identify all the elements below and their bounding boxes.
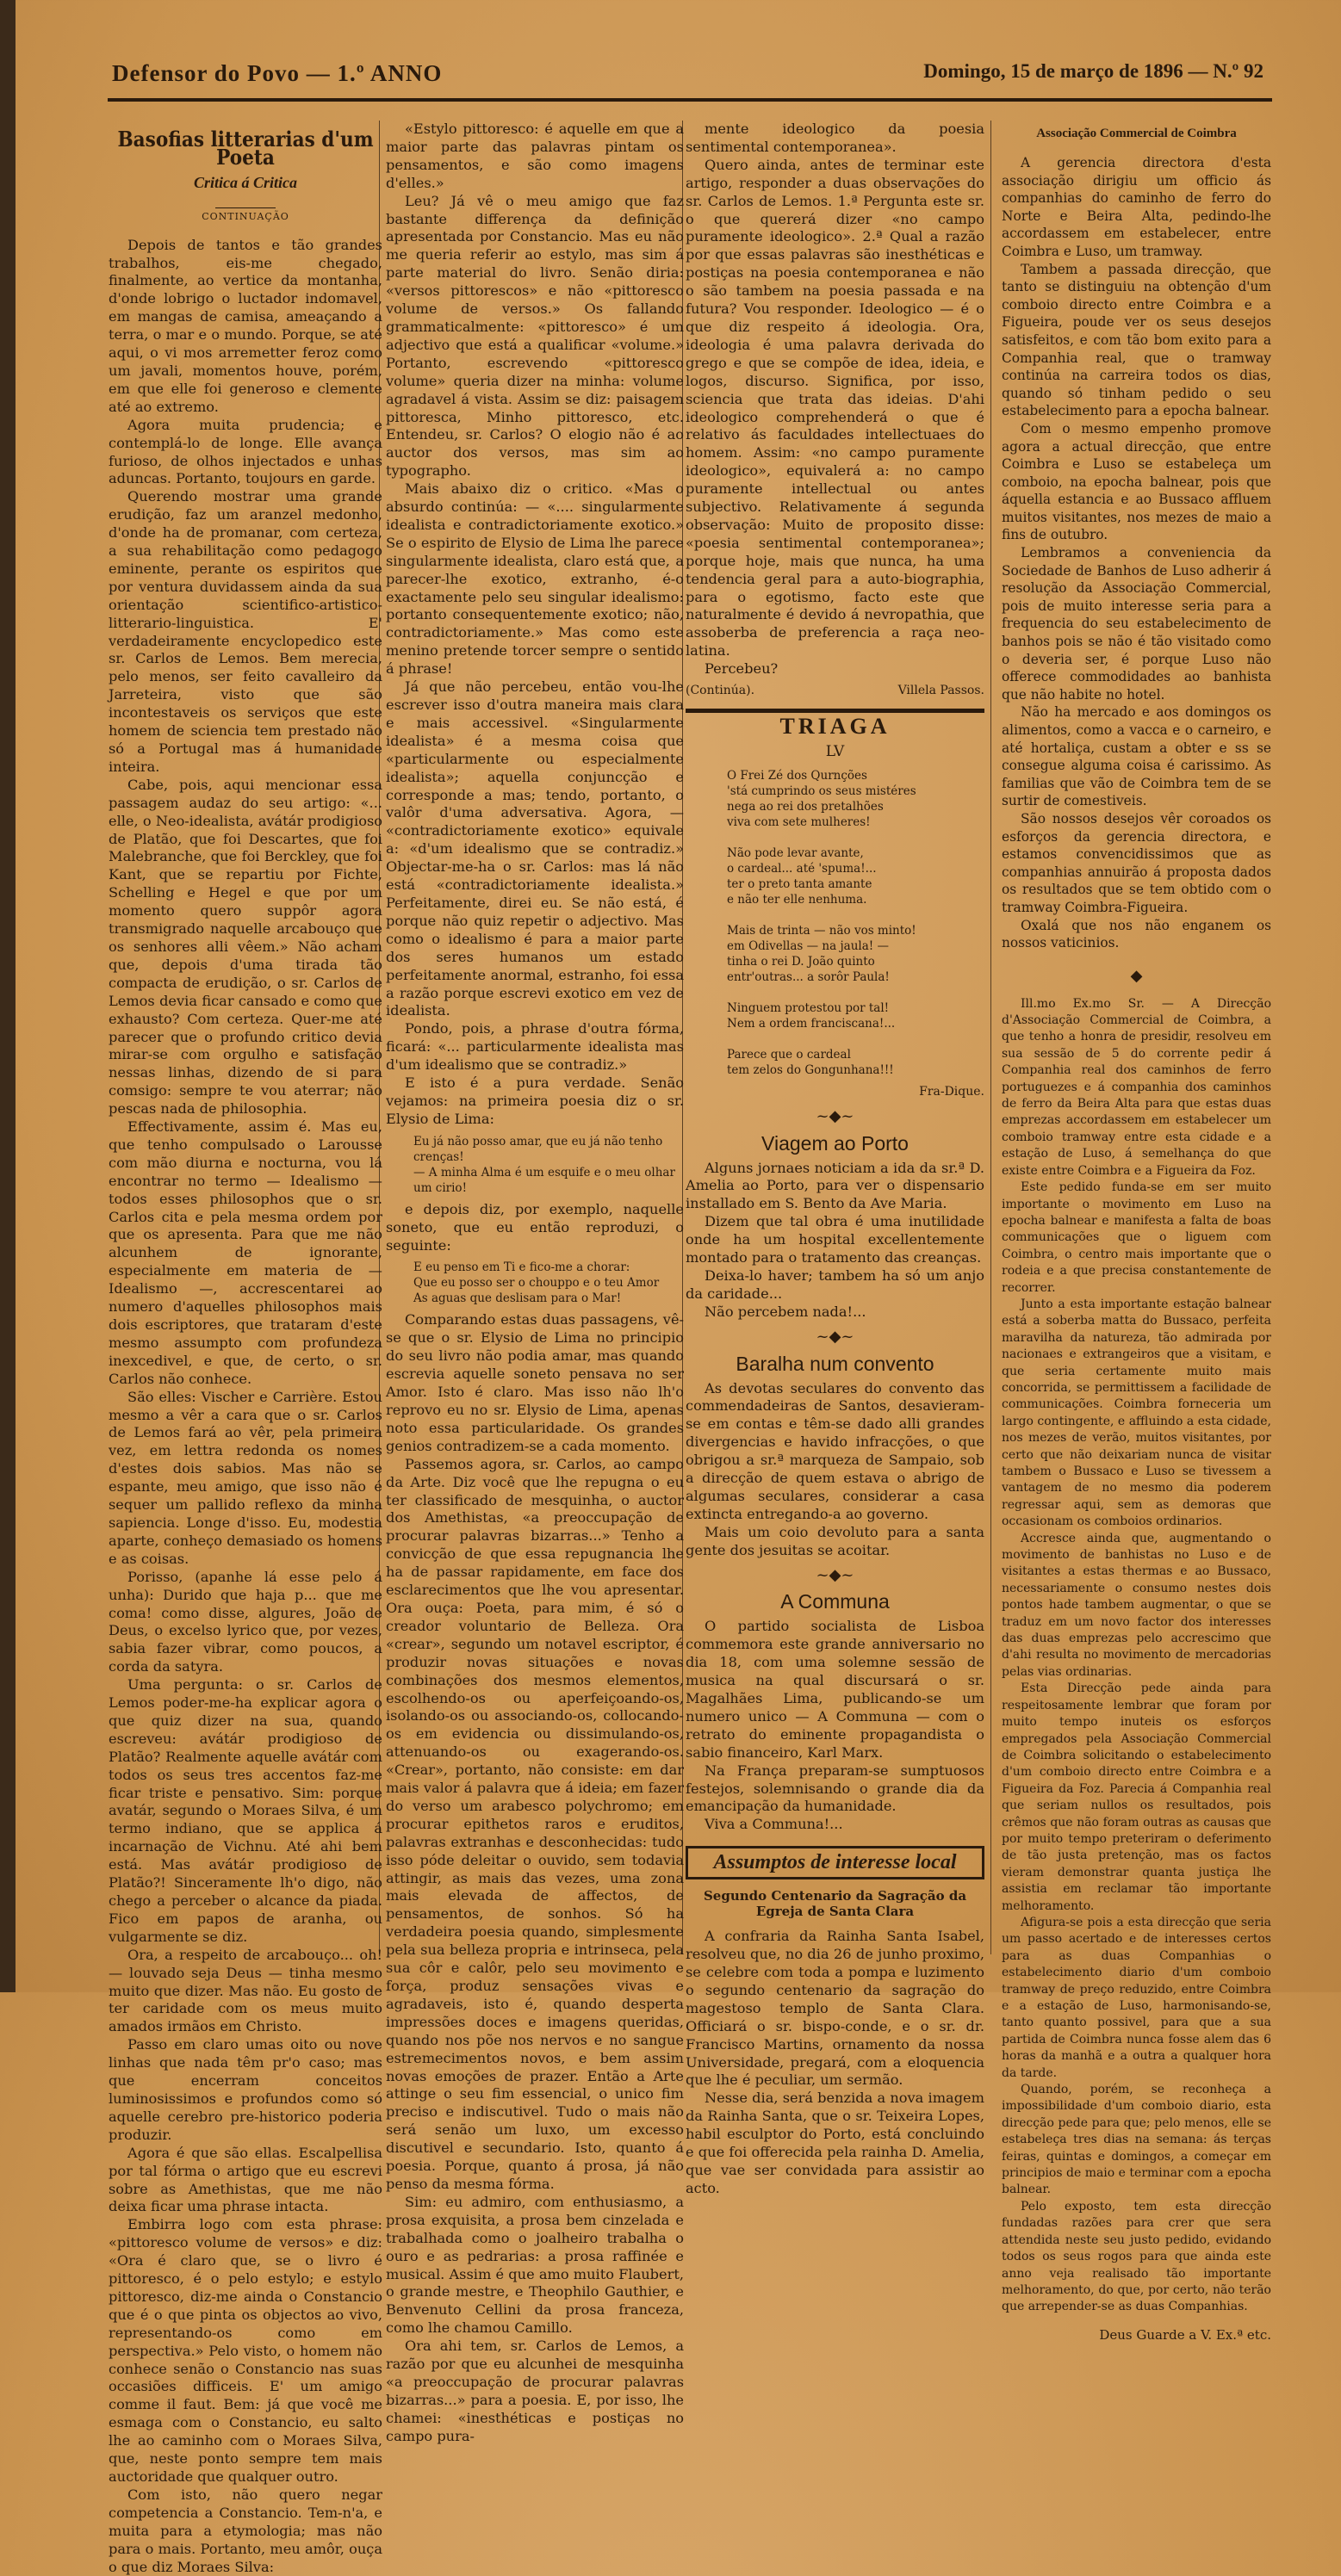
verse-quote	[413, 1134, 684, 1196]
verse-line: Parece que o cardeal	[727, 1047, 851, 1062]
paragraph: E isto é a pura verdade. Senão vejamos: na primeira poesia diz o sr. Elysio de Lima:	[386, 1074, 684, 1127]
paragraph: Effectivamente, assim é. Mas eu, que tenho compulsado o Larousse com mão diurna e nocturna, vou lá encontrar no termo — Idealismo — todos esses philosophos que o sr. Carlos cita e pela mesma ordem por que os apresenta. Para que me não alcunhem de ignorante, especialmente em materia de — Idealismo —, accrescentarei ao numero d'aquelles philosophos mais dois escriptores, que trataram d'este mesmo assumpto com profundeza inexcedivel, e que, de certo, o sr. Carlos não conhece.	[109, 1118, 382, 1387]
paragraph: Porisso, (apanhe lá esse pelo á unha): Durido que haja p... que me coma! como disse, algures, João de Deus, o excelso lyrico que, por vezes, sabia fazer vibrar, como poucos, a corda da satyra.	[109, 1568, 382, 1675]
verse-line: E eu penso em Ti e fico-me a chorar:	[413, 1260, 630, 1275]
paragraph: Afigura-se pois a esta direcção que seria um passo acertado e de interesses certos para as duas Companhias o estabelecimento diario d'um comboio tramway de preço reduzido, entre Coimbra e a estação de Luso, harmonisando-se, tanto quanto possivel, para que a sua partida de Coimbra nunca fosse alem das 6 horas da manhã e a outra a qualquer hora da tarde.	[1002, 1915, 1271, 2080]
paragraph: Passemos agora, sr. Carlos, ao campo da Arte. Diz você que lhe repugna o eu ter classificado de mesquinha, o auctor dos Amethistas, «a preoccupação de procurar palavras bizarras...» Tenho a convicção de que essa repugnancia lhe ha de passar rapidamente, em face dos esclarecimentos que lhe vou apresentar. Ora ouça: Poeta, para mim, é só o creador voluntario de Belleza. Ora «crear», segundo um notavel escriptor, é produzir novas situações e novas combinações dos mesmos elementos, escolhendo-os ou aperfeiçoando-os, isolando-os ou associando-os, collocando-os em evidencia ou dissimulando-os, attenuando-os ou exagerando-os. «Crear», portanto, não consiste: em dar mais valor á palavra que á ideia; em fazer do verso um arabesco polychromo; em procurar epithetos raros e eruditos, palavras extranhas e desconhecidas: tudo isso póde deleitar o ouvido, sem todavia attingir, as mais das vezes, uma zona mais elevada de affectos, de pensamentos, de sonhos. Só ha verdadeira poesia quando, simplesmente pela sua belleza propria e intrinseca, pela sua côr e calôr, pelo seu movimento e força, produz sensações vivas e agradaveis, isto é, quando desperta impressões doces e imagens queridas, quando nos põe nos nervos e no sangue estremecimentos novos, e bem assim novas emoções de prazer. Então a Arte attinge o seu fim essencial, o unico fim preciso e indiscutivel. Tudo o mais não será senão um luxo, um excesso discutivel e secundario. Isto, quanto á poesia. Porque, quanto á prosa, já não penso da mesma fórma.	[386, 1455, 684, 2192]
paragraph: Na França preparam-se sumptuosos festejos, solemnisando o grande dia da emancipação da humanidade.	[686, 1762, 984, 1815]
masthead	[112, 55, 1263, 103]
triaga-title: TRIAGA	[779, 714, 891, 739]
verse-line	[727, 1031, 984, 1047]
column-3	[686, 121, 984, 2196]
verse-line: Que eu posso ser o chouppo e o teu Amor	[413, 1276, 660, 1291]
verse-line: O Frei Zé dos Qurnções	[727, 768, 867, 783]
masthead-rule	[108, 98, 1272, 102]
paragraph: Agora é que são ellas. Escalpellisa por tal fórma o artigo que eu escrevi sobre as Amethistas, que me não deixa ficar uma phrase intacta.	[109, 2144, 382, 2215]
masthead-date: Domingo, 15 de março de 1896 — N.º 92	[923, 60, 1263, 82]
signature	[686, 682, 984, 700]
paragraph: Passo em claro umas oito ou nove linhas que nada têm pr'o caso; mas que encerram conceitos luminosissimos e profundos como só aquelle cerebro pre-historico poderia produzir.	[109, 2036, 382, 2143]
section-body	[686, 1380, 984, 1560]
paragraph: mente ideologico da poesia sentimental contemporanea».	[686, 121, 984, 155]
paragraph: e depois diz, por exemplo, naquelle soneto, que eu então reproduzi, o seguinte:	[386, 1200, 684, 1254]
paragraph: Não percebem nada!...	[705, 1303, 866, 1320]
column-1	[109, 121, 382, 2575]
article-title: Basofias litterarias d'um Poeta	[117, 127, 374, 170]
paragraph: Leu? Já vê o meu amigo que faz bastante differença da definição apresentada por Constancio. Mas eu não me queria referir ao estylo, mas sim á parte material do livro. Senão diria: «versos pittorescos» e não «pittoresco volume de versos.» Os fallando grammaticalmente: «pittoresco» é um adjectivo que está a qualificar «volume.» Portanto, escrevendo «pittoresco volume» queria dizer na minha: volume agradavel á vista. Assim se diz: paisagem pittoresca, Minho pittoresco, etc. Entendeu, sr. Carlos? O elogio não é ao auctor dos versos, mas sim ao typographo.	[386, 192, 684, 480]
paragraph: Mais abaixo diz o critico. «Mas o absurdo continúa: — «.... singularmente idealista e contradictoriamente exotico.» Se o espirito de Elysio de Lima lhe parece singularmente idealista, claro está que, a parecer-lhe exotico, extranho, é-o exactamente pelo seu singular idealismo: portanto consequentemente exotico; não, contradictoriamente.» Mas como este menino pretende torcer sempre o sentido á phrase!	[386, 480, 684, 678]
paragraph: Depois de tantos e tão grandes trabalhos, eis-me chegado, finalmente, ao vertice da montanha, d'onde lobrigo o luctador indomavel, em mangas de camisa, ameaçando a terra, o mar e o mundo. Porque, se até aqui, o vi mos arremetter feroz como um javali, momentos houve, porém, em que elle foi generoso e clemente até ao extremo.	[109, 236, 382, 415]
verse-line: 'stá cumprindo os seus mistéres	[727, 783, 916, 798]
section-body	[686, 1928, 984, 2198]
paragraph: O partido socialista de Lisboa commemora este grande anniversario no dia 18, com uma solemne sessão de musica na qual discursará o sr. Magalhães Lima, publicando-se um numero unico — A Communa — com o retrato do eminente propagandista o sabio financeiro, Karl Marx.	[686, 1618, 984, 1761]
paragraph: Querendo mostrar uma grande erudição, faz um aranzel medonho, d'onde ha de promanar, com certeza, a sua rehabilitação como pedagogo eminente, perante os espiritos que por ventura duvidassem ainda da sua orientação scientifico-artistico-litterario-linguistica. E' verdadeiramente encyclopedico este sr. Carlos de Lemos. Bem merecia, pelo menos, ser feito cavalleiro da Jarreteira, visto que são incontestaveis os serviços que este homem de sciencia tem prestado não só a Portugal mas á humanidade inteira.	[109, 488, 382, 775]
verse-line	[727, 907, 984, 923]
triaga-number: LV	[825, 742, 845, 760]
letter-body	[1002, 996, 1271, 2316]
paragraph: A gerencia directora d'esta associação dirigiu um officio ás companhias do caminho de ferro do Norte e Beira Alta, pedindo-lhe accordassem em estabelecer, entre Coimbra e Luso, um tramway.	[1002, 155, 1271, 259]
column-divider	[990, 121, 991, 1954]
verse-line: Eu já não posso amar, que eu já não tenho crenças!	[413, 1134, 663, 1164]
paragraph: Viva a Communa!...	[705, 1816, 843, 1833]
verse-line: tem zelos do Gongunhana!!!	[727, 1062, 894, 1077]
verse-line: Nem a ordem franciscana!...	[727, 1016, 896, 1031]
verse-quote	[413, 1260, 684, 1306]
paragraph: Ill.mo Ex.mo Sr. — A Direcção d'Associação Commercial de Coimbra, a que tenho a honra de presidir, resolveu em sua sessão de 5 do corrente pedir á Companhia real dos caminhos de ferro portuguezes e á companhia dos caminhos de ferro da Beira Alta para que estas duas emprezas accordassem em estabelecer um comboio tramway entre esta cidade e a estação de Luso, á semelhança do que existe entre Coimbra e a Figueira da Foz.	[1002, 996, 1271, 1178]
paragraph: Lembramos a conveniencia da Sociedade de Banhos de Luso adherir á resolução da Associação Commercial, pois de muito interesse seria para a frequencia do seu estabelecimento de banhos pois se não é tão visitado como o deveria ser, é porque Luso não offerece commodidades ao banhista que não habite no hotel.	[1002, 545, 1271, 703]
paragraph: Agora muita prudencia; e contemplá-lo de longe. Elle avança furioso, de olhos injectados e unhas aduncas. Portanto, toujours en garde.	[109, 416, 382, 487]
paragraph: São elles: Vischer e Carrière. Estou mesmo a vêr a cara que o sr. Carlos de Lemos fará ao vêr, pela primeira vez, em lettra redonda os nomes d'estes dois sabios. Mas não se espante, meu amigo, que isso não é sequer um pallido reflexo da minha sapiencia. Longe d'isso. Eu, modestia aparte, conheço demasiado os homens e as coisas.	[109, 1388, 382, 1567]
verse-line: em Odivellas — na jaula! —	[727, 938, 889, 953]
paragraph: Este pedido funda-se em ser muito importante o movimento em Luso na epocha balnear e manifesta a falta de boas communicações que o liguem com Coimbra, o centro mais importante que o rodeia e a que precisa constantemente de recorrer.	[1002, 1180, 1271, 1295]
paragraph: Ora ahi tem, sr. Carlos de Lemos, a razão por que eu alcunhei de mesquinha «a preoccupação de procurar palavras bizarras...» para a poesia. E, por isso, lhe chamei: «inesthéticas e postiças no campo pura-	[386, 2338, 684, 2444]
ornament: ◆	[1130, 966, 1143, 985]
paragraph: Pelo exposto, tem esta direcção fundadas razões para crer que sera attendida neste seu justo pedido, evidando todos os seus rogos para que ainda este anno veja realisado tão importante melhoramento, do que, por certo, não terão que arrepender-se as duas Companhias.	[1002, 2199, 1271, 2314]
verse-line: tinha o rei D. João quinto	[727, 954, 875, 969]
paragraph: Pondo, pois, a phrase d'outra fórma, ficará: «... particularmente idealista mas d'um idealismo que se contradiz.»	[386, 1020, 684, 1074]
author-name: Villela Passos.	[897, 684, 984, 698]
ornament: ~◆~	[816, 1106, 854, 1125]
paragraph: Oxalá que nos não enganem os nossos vaticinios.	[1002, 917, 1271, 951]
article-body	[386, 121, 684, 1129]
verse-line: As aguas que deslisam para o Mar!	[413, 1291, 622, 1306]
verse-line: Mais de trinta — não vos minto!	[727, 923, 916, 938]
verse-line: viva com sete mulheres!	[727, 814, 871, 829]
boxed-section-title: Assumptos de interesse local	[686, 1846, 984, 1879]
paragraph: Deixa-lo haver; tambem ha só um anjo da caridade...	[686, 1266, 984, 1302]
paragraph: A confraria da Rainha Santa Isabel, resolveu que, no dia 26 de junho proximo, se celebre com toda a pompa e luzimento o segundo centenario da sagração do magestoso templo de Santa Clara. Officiará o sr. bispo-conde, e o sr. dr. Francisco Martins, ornamento da nossa Universidade, pregará, com a eloquencia que lhe é peculiar, um sermão.	[686, 1928, 984, 2089]
paragraph: Ora, a respeito de arcabouço... oh! — louvado seja Deus — tinha mesmo muito que dizer. Mas não. Eu gosto de ter caridade com os meus muito amados irmãos em Christo.	[109, 1946, 382, 2035]
paragraph: Tambem a passada direcção, que tanto se distinguiu na obtenção d'um comboio directo entre Coimbra e a Figueira, poude ver os seus desejos satisfeitos, e com tão bom exito para a Companhia real, que o tramway continúa na carreira todos os dias, quando só tinham pedido o seu estabelecimento para a epocha balnear.	[1002, 261, 1271, 419]
verse-line: Não pode levar avante,	[727, 845, 864, 860]
paragraph: Uma pergunta: o sr. Carlos de Lemos poder-me-ha explicar agora o que quiz dizer na sua, quando escreveu: avátár prodigioso de Platão? Realmente aquelle avátár com todos os seus tres accentos faz-me ficar triste e pensativo. Sim: porque avatár, segundo o Moraes Silva, é um termo indiano, que se applica á incarnação de Vichnu. Até ahi bem está. Mas avátár prodigioso de Platão?! Sinceramente lh'o digo, não chego a perceber o alcance da piada. Fico em papos de aranha, ou vulgarmente se diz.	[109, 1676, 382, 1945]
paragraph: «Estylo pittoresco: é aquelle em que a maior parte das palavras pintam os pensamentos, e são como imagens d'elles.»	[386, 121, 684, 191]
short-rule	[215, 207, 276, 208]
article-subtitle: Critica á Critica	[193, 173, 297, 191]
paragraph: Embirra logo com esta phrase: «pittoresco volume de versos» e diz: «Ora é claro que, se o livro é pittoresco, é o pelo estylo; e estylo pittoresco, diz-me ainda o Constancio que é o que pinta os objectos ao vivo, representando-os como em perspectiva.» Pelo visto, o homem não conhece senão o Constancio nas suas occasiões difficeis. E' um amigo comme il faut. Bem: já que você me esmaga com o Constancio, eu salto lhe ao caminho com o Moraes Silva, que, neste ponto sempre tem mais auctoridade que qualquer outro.	[109, 2216, 382, 2485]
article-title: Associação Commercial de Coimbra	[1036, 127, 1237, 140]
page-edge	[0, 0, 16, 1992]
verse-line: nega ao rei dos pretalhões	[727, 799, 884, 814]
article-body	[686, 121, 984, 678]
author-name: Fra-Dique.	[919, 1084, 984, 1099]
ornament: ~◆~	[816, 1327, 854, 1346]
paragraph: Percebeu?	[705, 660, 779, 678]
paragraph: Cabe, pois, aqui mencionar essa passagem audaz do seu artigo: «... elle, o Neo-idealista, avátár prodigioso de Platão, que foi Descartes, que foi Malebranche, que foi Berckley, que foi Kant, que se repartiu por Fichte, Schelling e Hegel e que por um momento quero suppôr agora transmigrado naquelle arcabouço que os senhores alli vêem.» Não acham que, depois d'uma tirada tão compacta de erudição, o sr. Carlos de Lemos devia ficar cansado e como que exhausto? Com certeza. Quer-me até parecer que o profundo critico devia mirar-se com orgulho e satisfação nessas linhas, dizendo de si para comsigo: sempre te vou aterrar; não pescas nada de philosophia.	[109, 776, 382, 1118]
paragraph: Accresce ainda que, augmentando o movimento de banhistas no Luso e de visitantes a estas thermas e ao Bussaco, necessariamente o consumo nestes dois pontos hade tambem augmentar, o que se traduz em um novo factor dos interesses das duas emprezas pelo accrescimo que d'ahi resulta no movimento de mercadorias pelas vias ordinarias.	[1002, 1531, 1271, 1679]
triaga-verse	[727, 768, 984, 1078]
verse-line: — A minha Alma é um esquife e o meu olhar um cirio!	[413, 1165, 675, 1195]
paragraph: Quero ainda, antes de terminar este artigo, responder a duas observações do sr. Carlos de Lemos. 1.ª Pergunta este sr. o que quererá dizer «no campo puramente ideologico». 2.ª Qual a razão por que essas palavras são inesthéticas e postiças na poesia contemporanea e não o são tambem na poesia passada e na futura? Vou responder. Ideologico — é o que diz respeito á ideologia. Ora, ideologia é uma palavra derivada do grego e que se compõe de idea, ideia, e logos, discurso. Significa, por isso, sciencia que trata das ideias. D'ahi ideologico comprehenderá o que é relativo ás faculdades intellectuaes do homem. Assim: «no campo puramente ideologico», equivalerá a: no campo puramente intellectual ou antes subjectivo. Relativamente á segunda observação: Muito de proposito disse: «poesia sentimental contemporanea»; porque hoje, mais que nunca, ha uma tendencia geral para a auto-biographia, para o egotismo, facto este que naturalmente é devido á nevropathia, que assoberba de preferencia a raça neo-latina.	[686, 156, 984, 659]
paragraph: Dizem que tal obra é uma inutilidade onde ha um hospital excellentemente montado para o tratamento das creanças.	[686, 1213, 984, 1266]
paragraph: São nossos desejos vêr coroados os esforços da gerencia directora, e estamos convencidissimos que as companhias annuirão á proposta dados os resultados que se tem obtido com o tramway Coimbra-Figueira.	[1002, 810, 1271, 915]
paragraph: Quando, porém, se reconheça a impossibilidade d'um comboio diario, esta direcção pede para que; pelo menos, elle se estabeleça tres dias na semana: ás terças feiras, quintas e domingos, a começar em principios de maio e terminar com a epocha balnear.	[1002, 2083, 1271, 2197]
subsection-title: Segundo Centenario da Sagração da Egreja de Santa Clara	[703, 1888, 967, 1920]
paragraph: Mais um coio devoluto para a santa gente dos jesuitas se acoitar.	[686, 1523, 984, 1558]
article-body	[109, 237, 382, 2576]
paragraph: Com isto, não quero negar competencia a Constancio. Tem-n'a, e muita para a etymologia; mas não para o mais. Portanto, meu amôr, ouça o que diz Moraes Silva:	[109, 2486, 382, 2575]
paragraph: Com o mesmo empenho promove agora a actual direcção, que entre Coimbra e Luso se estabeleça um comboio, na epocha balnear, pois que áquella estancia e ao Bussaco affluem muitos visitantes, nos mezes de maio a fins de outubro.	[1002, 420, 1271, 543]
article-body	[386, 1311, 684, 2445]
paragraph: Esta Direcção pede ainda para respeitosamente lembrar que foram por muito tempo inuteis os esforços empregados pela Associação Commercial de Coimbra solicitando o estabelecimento d'um comboio directo entre Coimbra e a Figueira da Foz. Parecia á Companhia real que seriam nullos os resultados, pois crêmos que não foram outras as causas que por muito tempo preteriram o deferimento de tão justa pretenção, mas os factos vieram demonstrar quanta justiça lhe assistia em reclamar tão importante melhoramento.	[1002, 1681, 1271, 1913]
masthead-title: Defensor do Povo — 1.º ANNO	[112, 60, 443, 86]
paragraph: Já que não percebeu, então vou-lhe escrever isso d'outra maneira mais clara e mais accessivel. «Singularmente idealista» é a mesma coisa que «particularmente ou especialmente idealista»; aquella conjuncção e corresponde a mas; tendo, portanto, o valôr d'uma adversativa. Agora, — «contradictoriamente exotico» equivale a: «d'um idealismo que se contradiz.» Objectar-me-ha o sr. Carlos: mas lá não está «contradictoriamente idealista.» Perfeitamente, direi eu. Se não está, é porque não quiz repetir o adjectivo. Mas como o idealismo é para a maior parte dos seres humanos um estado perfeitamente anormal, estranho, foi essa a razão porque escrevi exotico em vez de idealista.	[386, 678, 684, 1019]
section-title: Viagem ao Porto	[761, 1131, 909, 1155]
verse-line	[727, 985, 984, 1000]
section-title: A Communa	[780, 1590, 890, 1613]
ornament: ~◆~	[816, 1565, 854, 1584]
paragraph: Alguns jornaes noticiam a ida da sr.ª D. Amelia ao Porto, para ver o dispensario installado em S. Bento da Ave Maria.	[686, 1159, 984, 1212]
column-4	[1002, 121, 1271, 2343]
column-2	[382, 121, 684, 2444]
paragraph: As devotas seculares do convento das commendadeiras de Santos, desavieram-se em contas e têm-se dado alli grandes divergencias e havido infracções, o que obrigou a sr.ª marqueza de Sampaio, sob a direcção de quem estava o abrigo de algumas seculares, considerar a casa extincta entregando-a ao governo.	[686, 1379, 984, 1522]
section-body	[686, 1618, 984, 1834]
verse-line: e não ter elle nenhuma.	[727, 892, 867, 907]
continuation-label: CONTINUAÇÃO	[109, 207, 382, 226]
paragraph: Nesse dia, será benzida a nova imagem da Rainha Santa, que o sr. Teixeira Lopes, habil esculptor do Porto, está concluindo e que foi offerecida pela rainha D. Amelia, que vae ser convidada para assistir ao acto.	[686, 2090, 984, 2196]
paragraph: Sim: eu admiro, com enthusiasmo, a prosa exquisita, a prosa bem cinzelada e trabalhada como o joalheiro trabalha o ouro e as pedrarias: a prosa raffinée e musical. Assim é que amo muito Flaubert, o grande mestre, e Theophilo Gauthier, e Benvenuto Cellini da prosa franceza, como lhe chamou Camillo.	[386, 2193, 684, 2337]
section-body	[686, 1160, 984, 1322]
continua-label: (Continúa).	[686, 684, 755, 698]
verse-line: Ninguem protestou por tal!	[727, 1000, 890, 1015]
letter-closing: Deus Guarde a V. Ex.ª etc.	[1099, 2326, 1271, 2343]
verse-line: o cardeal... até 'spuma!...	[727, 861, 877, 876]
verse-line: entr'outras... a sorôr Paula!	[727, 969, 890, 984]
section-rule	[686, 709, 984, 713]
paragraph: Comparando estas duas passagens, vê-se que o sr. Elysio de Lima no principio do seu livro não podia amar, mas quando escrevia aquelle soneto pensava no ser Amor. Isto é claro. Mas isso não lh'o reprovo eu no sr. Elysio de Lima, apenas noto essa particularidade. Os grandes genios contradizem-se a cada momento.	[386, 1311, 684, 1454]
signature	[686, 1083, 984, 1101]
verse-line: ter o preto tanta amante	[727, 876, 872, 891]
section-title: Baralha num convento	[736, 1352, 934, 1375]
verse-line	[727, 830, 984, 845]
paragraph: Junto a esta importante estação balnear está a soberba matta do Bussaco, perfeita maravilha da natureza, tão admirada por nacionaes e extrangeiros que a visitam, e que seria certamente muito mais concorrida, se permittissem a facilidade de communicações. Coimbra forneceria um largo contingente, e affluindo a esta cidade, nos mezes de verão, muitos visitantes, por certo que não deixariam nunca de visitar tambem o Bussaco e Luso se tivessem a vantagem de no mesmo dia poderem regressar aqui, sem as demoras que occasionam os comboios ordinarios.	[1002, 1297, 1271, 1529]
paragraph: Não ha mercado e aos domingos os alimentos, como a vacca e o carneiro, e até hortaliça, custam a obter e ss se consegue alguma coisa é carissimo. As familias que vão de Coimbra tem de se surtir de comestiveis.	[1002, 704, 1271, 809]
article-body	[1002, 154, 1271, 952]
